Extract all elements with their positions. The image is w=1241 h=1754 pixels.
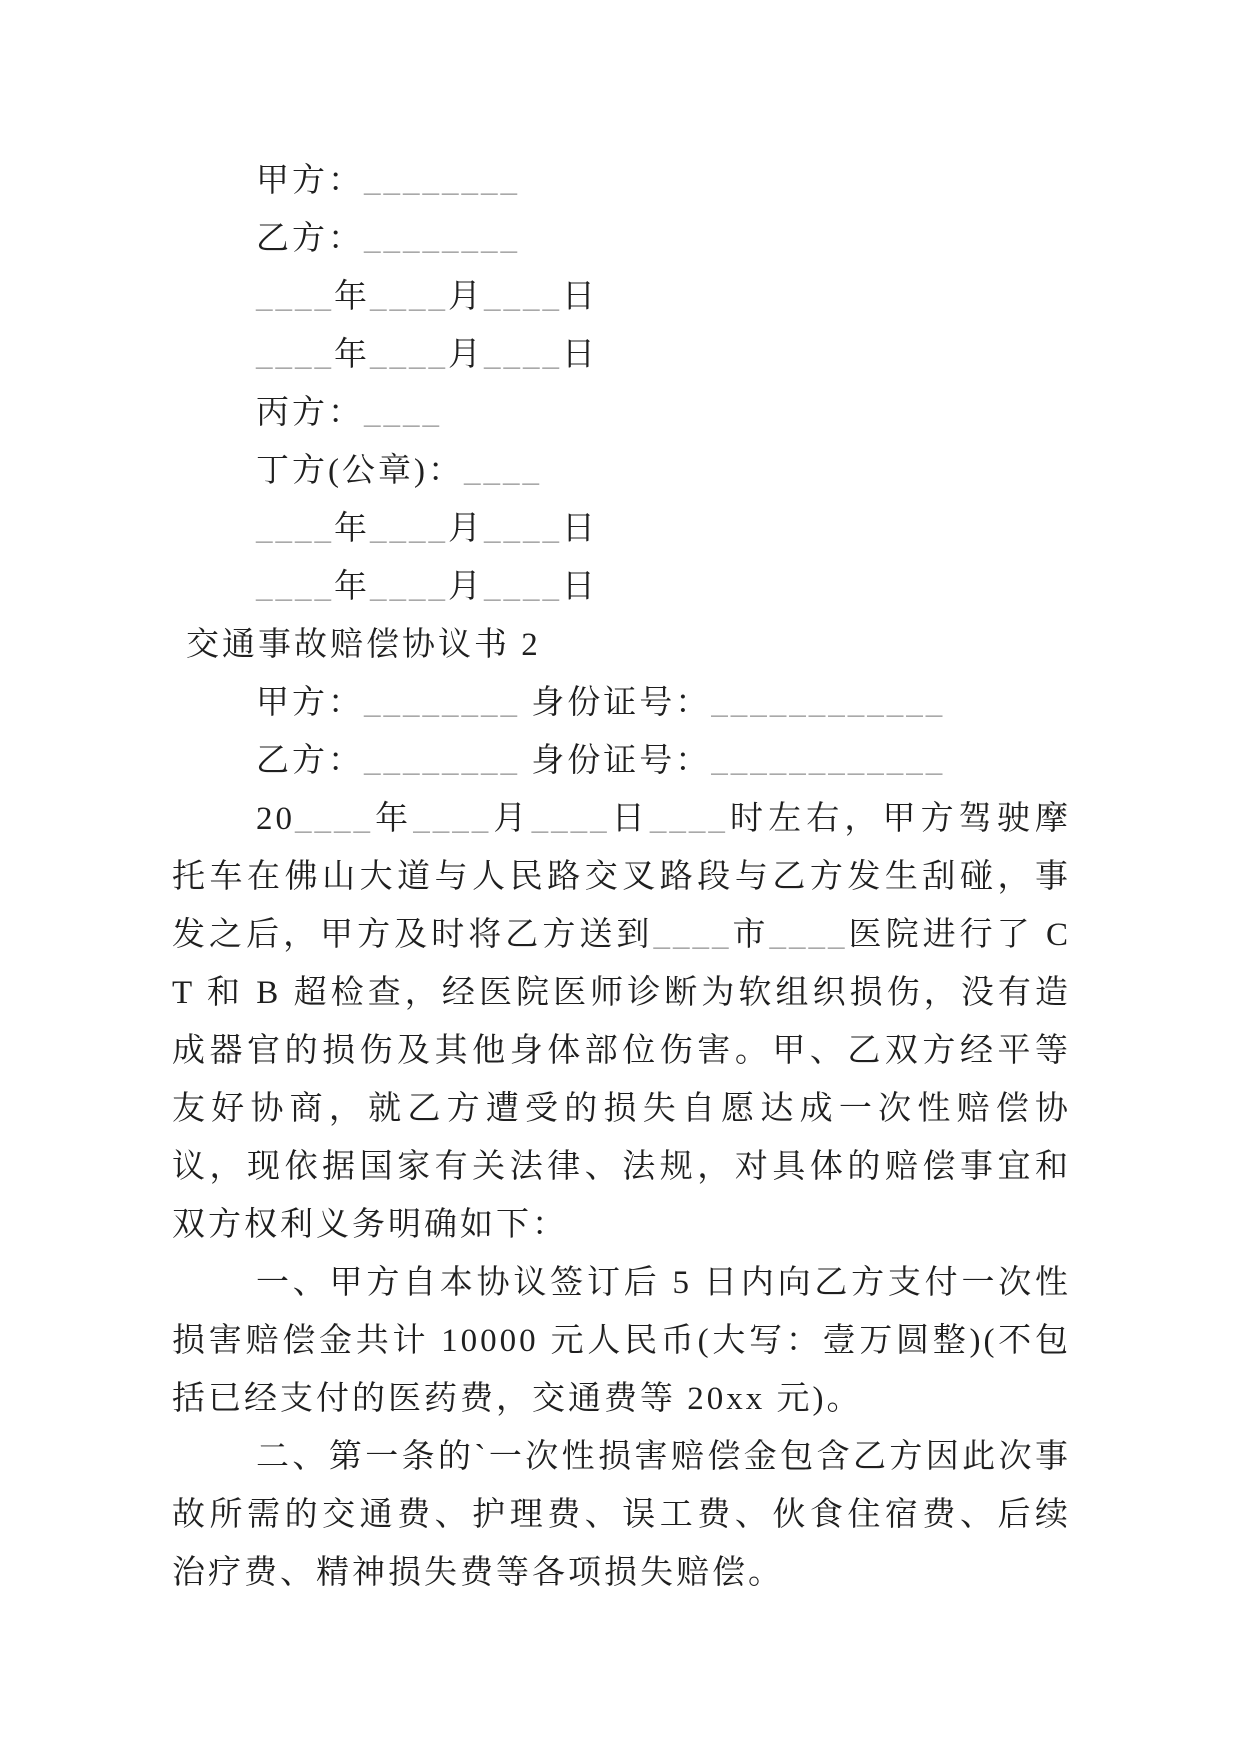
fill-in-blank: ________ (364, 163, 520, 199)
fill-in-blank: ____ (256, 511, 334, 547)
date-line: ____年____月____日 (256, 569, 598, 605)
date-line: ____年____月____日 (256, 337, 598, 373)
fill-in-blank: ____ (484, 279, 562, 315)
fill-in-blank: ____ (370, 337, 448, 373)
fill-in-blank: ____ (769, 917, 848, 953)
signature-line-party-b: 乙方：________ (256, 221, 520, 257)
paragraph-accident-description: 20____年____月____日____时左右，甲方驾驶摩托车在佛山大道与人民路交叉路段与乙方发生刮碰，事发之后，甲方及时将乙方送到____市____医院进行了 CT 和 B 超检查，经医院医师诊断为软组织损伤，没有造成器官的损伤及其他身体部位伤害。甲、乙双方经平等友好协商，就乙方遭受的损失自愿达成一次性赔偿协议，现依据国家有关法律、法规，对具体的赔偿事宜和双方权利义务明确如下： (172, 801, 1072, 1243)
fill-in-blank: ________ (364, 685, 520, 721)
fill-in-blank: ____ (649, 801, 728, 837)
date-line: ____年____月____日 (256, 511, 598, 547)
party-a-id-line: 甲方：________ 身份证号：____________ (256, 685, 946, 721)
signature-line-party-a: 甲方：________ (256, 163, 520, 199)
fill-in-blank: ____ (653, 917, 732, 953)
signature-line-party-c: 丙方：____ (256, 395, 442, 431)
fill-in-blank: ________ (364, 221, 520, 257)
agreement-document (172, 152, 1071, 1602)
fill-in-blank: ____ (484, 511, 562, 547)
fill-in-blank: ____ (364, 395, 442, 431)
fill-in-blank: ____ (295, 801, 373, 837)
fill-in-blank: ____ (413, 801, 492, 837)
party-b-id-line: 乙方：________ 身份证号：____________ (256, 743, 946, 779)
fill-in-blank: ____ (370, 279, 448, 315)
paragraph-clause-one: 一、甲方自本协议签订后 5 日内向乙方支付一次性损害赔偿金共计 10000 元人民币(大写：壹万圆整)(不包括已经支付的医药费，交通费等 20xx 元)。 (172, 1265, 1071, 1417)
fill-in-blank: ____ (370, 511, 448, 547)
fill-in-blank: ____ (256, 279, 334, 315)
paragraph-clause-two: 二、第一条的`一次性损害赔偿金包含乙方因此次事故所需的交通费、护理费、误工费、伙食住宿费、后续治疗费、精神损失费等各项损失赔偿。 (172, 1439, 1071, 1591)
fill-in-blank: ____ (484, 569, 562, 605)
fill-in-blank: ____ (370, 569, 448, 605)
fill-in-blank: ________ (364, 743, 520, 779)
fill-in-blank: ____ (484, 337, 562, 373)
fill-in-blank: ____________ (711, 685, 946, 721)
date-line: ____年____月____日 (256, 279, 598, 315)
section-title: 交通事故赔偿协议书 2 (186, 627, 541, 663)
fill-in-blank: ____ (256, 337, 334, 373)
fill-in-blank: ____ (531, 801, 610, 837)
fill-in-blank: ____________ (711, 743, 946, 779)
fill-in-blank: ____ (256, 569, 334, 605)
fill-in-blank: ____ (463, 453, 542, 489)
signature-line-party-d: 丁方(公章)：____ (256, 453, 542, 489)
